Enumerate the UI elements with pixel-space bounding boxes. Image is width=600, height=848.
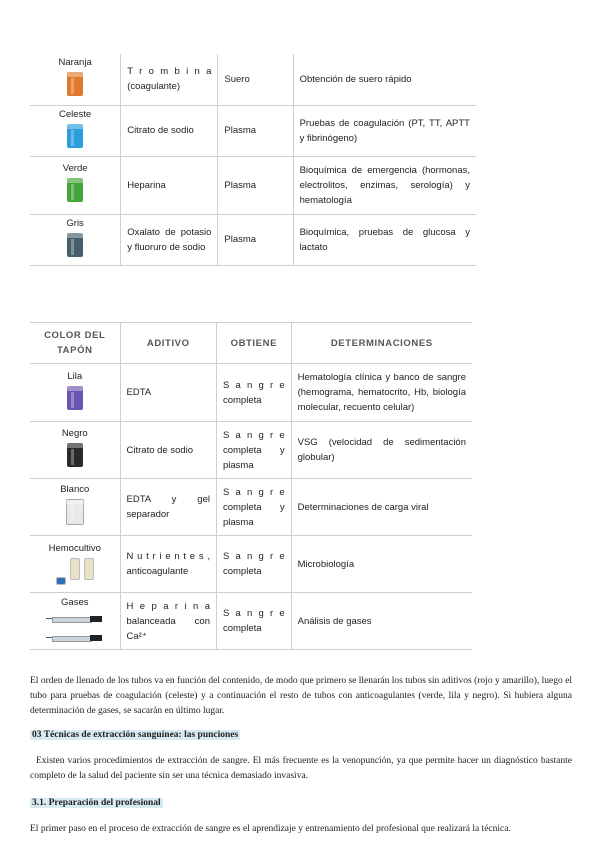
header-obtains: OBTIENE	[216, 323, 291, 364]
determinations-cell: VSG (velocidad de sedimentación globular)	[291, 422, 472, 479]
tube-color-cell	[30, 422, 120, 479]
section-heading-03	[30, 728, 572, 743]
tube-color-name: Celeste	[58, 108, 92, 120]
culture-bottles-icon	[54, 572, 96, 583]
obtains-cell: S a n g r e completa	[216, 536, 291, 593]
table-row	[30, 536, 472, 593]
table-row	[30, 105, 476, 156]
tube-color-cell	[30, 156, 121, 214]
additive-cell: T r o m b i n a (coagulante)	[121, 54, 218, 105]
determinations-cell: Bioquímica de emergencia (hormonas, electrolitos, enzimas, serología) y hematología	[293, 156, 476, 214]
tube-color-cell	[30, 105, 121, 156]
tube-color-name: Lila	[67, 370, 83, 382]
obtains-cell: S a n g r e completa y plasma	[216, 479, 291, 536]
obtains-cell: S a n g r e completa	[216, 593, 291, 650]
blood-tube-icon	[67, 233, 83, 257]
blood-tube-icon	[66, 499, 84, 525]
tube-color-name: Negro	[61, 428, 88, 439]
determinations-cell: Análisis de gases	[291, 593, 472, 650]
tube-color-cell	[30, 214, 121, 265]
additive-cell: EDTA	[120, 364, 216, 422]
determinations-cell: Microbiología	[291, 536, 472, 593]
determinations-cell: Obtención de suero rápido	[293, 54, 476, 105]
additive-cell: N u t r i e n t e s , anticoagulante	[120, 536, 216, 593]
paragraph-first-step: El primer paso en el proceso de extracción de sangre es el aprendizaje y entrenamiento del profesional que realizará la técnica.	[30, 824, 511, 834]
header-additive: ADITIVO	[120, 323, 216, 364]
tube-color-cell	[30, 536, 120, 593]
syringe-icon	[36, 612, 114, 627]
additive-cell: H e p a r i n a balanceada con Ca²⁺	[120, 593, 216, 650]
section-heading-3-1	[30, 796, 572, 811]
tube-color-cell	[30, 479, 120, 536]
table-row	[30, 422, 472, 479]
additive-cell: EDTA y gel separador	[120, 479, 216, 536]
heading-highlight: 03 Técnicas de extracción sanguínea: las punciones	[32, 730, 239, 740]
table-row	[30, 479, 472, 536]
tube-table-2	[30, 322, 472, 650]
obtains-cell: Suero	[218, 54, 293, 105]
additive-cell: Citrato de sodio	[121, 105, 218, 156]
obtains-cell: S a n g r e completa	[216, 364, 291, 422]
tube-color-name: Verde	[62, 163, 88, 174]
table-row	[30, 593, 472, 650]
table-header-row	[30, 323, 472, 364]
header-determinations: DETERMINACIONES	[291, 323, 472, 364]
table-row	[30, 54, 476, 105]
table-row	[30, 156, 476, 214]
tube-color-name: Naranja	[58, 57, 92, 69]
determinations-cell: Pruebas de coagulación (PT, TT, APTT y fibrinógeno)	[293, 105, 476, 156]
header-color: COLOR DEL TAPÓN	[30, 323, 120, 364]
table-row	[30, 364, 472, 422]
obtains-cell: Plasma	[218, 156, 293, 214]
table-row	[30, 214, 476, 265]
syringe-icon	[36, 631, 114, 646]
tube-color-cell	[30, 54, 121, 105]
blood-tube-icon	[67, 178, 83, 202]
tube-color-name: Hemocultivo	[48, 543, 101, 554]
blood-tube-icon	[67, 72, 83, 96]
determinations-cell: Hematología clínica y banco de sangre (hemograma, hematocrito, Hb, biología molecular, recuento celular)	[291, 364, 472, 422]
determinations-cell: Determinaciones de carga viral	[291, 479, 472, 536]
blood-tube-icon	[67, 386, 83, 410]
tube-color-name: Blanco	[60, 484, 90, 495]
tube-color-name: Gases	[61, 596, 89, 608]
obtains-cell: S a n g r e completa y plasma	[216, 422, 291, 479]
additive-cell: Oxalato de potasio y fluoruro de sodio	[121, 214, 218, 265]
tube-color-cell	[30, 364, 120, 422]
determinations-cell: Bioquímica, pruebas de glucosa y lactato	[293, 214, 476, 265]
paragraph-fill-order: El orden de llenado de los tubos va en función del contenido, de modo que primero se llenarán los tubos sin aditivos (rojo y amarillo), luego el tubo para pruebas de coagulación (celeste) y a continuación el resto de tubos con anticoagulantes (verde, lila y negro). Si hubiera alguna determinación de gases, se sacarán en último lugar.	[30, 676, 572, 716]
additive-cell: Heparina	[121, 156, 218, 214]
obtains-cell: Plasma	[218, 214, 293, 265]
tube-color-name: Gris	[66, 217, 84, 229]
blood-tube-icon	[67, 124, 83, 148]
heading-highlight: 3.1. Preparación del profesional	[32, 798, 161, 808]
paragraph-venopuncture: Existen varios procedimientos de extracción de sangre. El más frecuente es la venopunción, ya que permite hacer un diagnóstico bastante completo de la salud del paciente sin ser una técnica demasiado invasiva.	[30, 756, 572, 781]
obtains-cell: Plasma	[218, 105, 293, 156]
tube-table-1	[30, 54, 476, 266]
blood-tube-icon	[67, 443, 83, 467]
tube-color-cell	[30, 593, 120, 650]
additive-cell: Citrato de sodio	[120, 422, 216, 479]
